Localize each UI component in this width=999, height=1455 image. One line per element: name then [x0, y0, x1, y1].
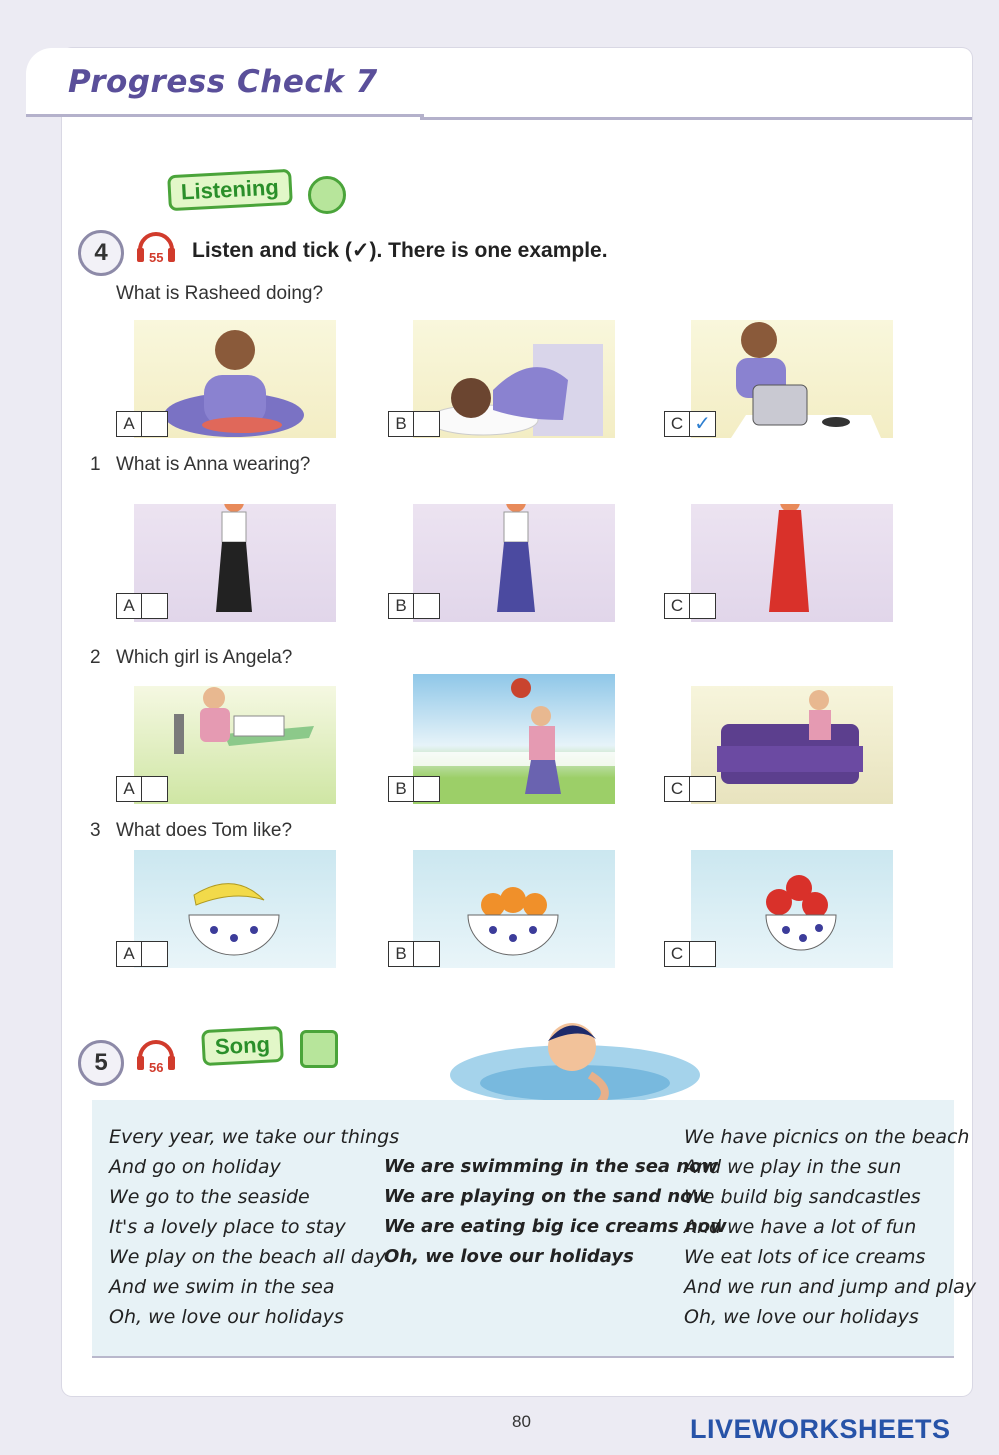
liveworksheets-logo: LIVEWORKSHEETS — [690, 1414, 951, 1444]
lyric-line: We have picnics on the beach — [684, 1126, 970, 1148]
instruction: Listen and tick (✓). There is one example. — [192, 239, 608, 262]
boy-swimming-illustration — [440, 1005, 710, 1110]
option-letter: B — [389, 777, 414, 801]
chorus-line: We are playing on the sand now — [384, 1186, 710, 1207]
answer-box-a[interactable] — [116, 776, 168, 802]
listening-badge: Listening — [167, 169, 292, 211]
lyric-line: And go on holiday — [109, 1156, 281, 1178]
lyric-line: We build big sandcastles — [684, 1186, 921, 1208]
question-text: Which girl is Angela? — [116, 647, 293, 668]
lyric-line: Every year, we take our things — [109, 1126, 400, 1148]
man-sleeping-illustration — [413, 320, 615, 438]
tick-mark: ✓ — [694, 413, 711, 435]
tick-mark — [142, 412, 167, 436]
question-text: What does Tom like? — [116, 820, 293, 841]
picture-b — [413, 674, 615, 804]
track-number: 56 — [149, 1060, 164, 1075]
question-text: What is Anna wearing? — [116, 454, 311, 475]
picture-c — [691, 686, 893, 804]
question-text: What is Rasheed doing? — [116, 283, 324, 304]
lyric-line: And we have a lot of fun — [684, 1216, 917, 1238]
bowl-of-oranges-illustration — [413, 850, 615, 968]
girl-reading-on-sofa-illustration — [691, 686, 893, 804]
answer-box-a[interactable] — [116, 411, 168, 437]
answer-box-c[interactable] — [664, 593, 716, 619]
answer-box-b[interactable] — [388, 593, 440, 619]
lyric-line: And we run and jump and play — [684, 1276, 977, 1298]
tick-mark — [142, 594, 167, 618]
girl-playing-ball-illustration — [413, 674, 615, 804]
lyric-line: Oh, we love our holidays — [684, 1306, 919, 1328]
tick-mark — [414, 942, 439, 966]
headphones-badge-icon — [308, 176, 346, 214]
answer-box-b[interactable] — [388, 411, 440, 437]
option-letter: C — [665, 594, 690, 618]
option-letter: A — [117, 777, 142, 801]
girl-blue-skirt-illustration — [413, 504, 615, 622]
tick-mark — [690, 777, 715, 801]
title-underline — [420, 117, 972, 120]
lyric-line: We go to the seaside — [109, 1186, 310, 1208]
picture-b — [413, 504, 615, 622]
answer-box-b[interactable] — [388, 776, 440, 802]
answer-box-c[interactable] — [664, 776, 716, 802]
option-letter: C — [665, 942, 690, 966]
page-title: Progress Check 7 — [68, 64, 378, 100]
tick-mark — [414, 594, 439, 618]
chorus-line: Oh, we love our holidays — [384, 1246, 634, 1267]
answer-box-c[interactable] — [664, 411, 716, 437]
picture-b — [413, 320, 615, 438]
answer-box-a[interactable] — [116, 941, 168, 967]
tick-mark — [142, 942, 167, 966]
option-letter: A — [117, 412, 142, 436]
chorus-line: We are swimming in the sea now — [384, 1156, 719, 1177]
girl-red-dress-illustration — [691, 504, 893, 622]
song-badge: Song — [201, 1026, 284, 1066]
question-number: 2 — [90, 647, 101, 668]
lyric-line: We play on the beach all day — [109, 1246, 386, 1268]
picture-c — [691, 320, 893, 438]
man-cooking-illustration — [691, 320, 893, 438]
picture-c — [691, 850, 893, 968]
tick-mark — [142, 777, 167, 801]
tick-mark — [690, 942, 715, 966]
picture-b — [413, 850, 615, 968]
bowl-of-apples-illustration — [691, 850, 893, 968]
answer-box-b[interactable] — [388, 941, 440, 967]
tick-mark — [414, 412, 439, 436]
microphone-badge-icon — [300, 1030, 338, 1068]
lyric-line: We eat lots of ice creams — [684, 1246, 926, 1268]
option-letter: A — [117, 594, 142, 618]
lyric-line: And we play in the sun — [684, 1156, 902, 1178]
option-letter: B — [389, 942, 414, 966]
tick-mark — [414, 777, 439, 801]
question-number: 1 — [90, 454, 101, 475]
option-letter: B — [389, 594, 414, 618]
tick-mark — [690, 594, 715, 618]
option-letter: C — [665, 412, 690, 436]
answer-box-a[interactable] — [116, 593, 168, 619]
chorus-line: We are eating big ice creams now — [384, 1216, 727, 1237]
question-number: 3 — [90, 820, 101, 841]
answer-box-c[interactable] — [664, 941, 716, 967]
lyric-line: It's a lovely place to stay — [109, 1216, 346, 1238]
option-letter: B — [389, 412, 414, 436]
option-letter: C — [665, 777, 690, 801]
exercise-number: 5 — [78, 1040, 124, 1086]
exercise-number: 4 — [78, 230, 124, 276]
song-lyrics — [92, 1100, 977, 1358]
lyric-line: And we swim in the sea — [109, 1276, 335, 1298]
track-number: 55 — [149, 250, 164, 265]
picture-c — [691, 504, 893, 622]
lyric-line: Oh, we love our holidays — [109, 1306, 344, 1328]
option-letter: A — [117, 942, 142, 966]
page-number: 80 — [512, 1412, 531, 1431]
